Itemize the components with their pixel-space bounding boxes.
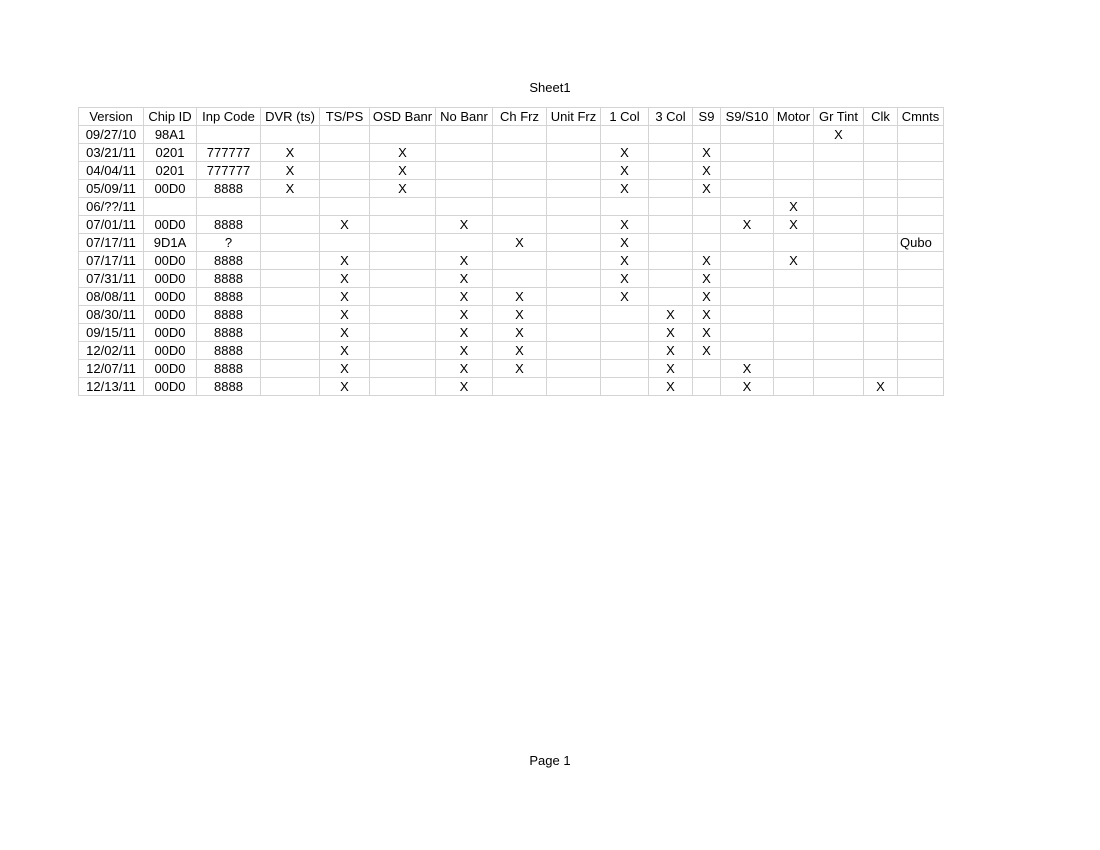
table-cell — [261, 252, 320, 270]
table-cell — [370, 324, 436, 342]
table-cell: Qubo — [898, 234, 944, 252]
table-row — [79, 144, 944, 162]
table-cell — [320, 126, 370, 144]
table-cell: X — [721, 216, 774, 234]
table-cell: 8888 — [197, 306, 261, 324]
column-header: Motor — [774, 108, 814, 126]
table-row — [79, 378, 944, 396]
table-cell: 08/08/11 — [79, 288, 144, 306]
column-header: Chip ID — [144, 108, 197, 126]
table-row — [79, 324, 944, 342]
table-cell: X — [693, 180, 721, 198]
table-cell: X — [814, 126, 864, 144]
table-cell: X — [693, 342, 721, 360]
table-cell — [721, 126, 774, 144]
table-cell — [649, 288, 693, 306]
table-cell: X — [493, 306, 547, 324]
table-cell: 05/09/11 — [79, 180, 144, 198]
table-cell — [547, 144, 601, 162]
table-cell — [261, 288, 320, 306]
table-cell: X — [601, 270, 649, 288]
table-cell: X — [320, 252, 370, 270]
table-cell: X — [261, 162, 320, 180]
table-row — [79, 162, 944, 180]
column-header: 3 Col — [649, 108, 693, 126]
table-cell — [370, 252, 436, 270]
table-cell: 09/15/11 — [79, 324, 144, 342]
column-header: Unit Frz — [547, 108, 601, 126]
table-cell: 98A1 — [144, 126, 197, 144]
table-cell — [864, 306, 898, 324]
table-cell: X — [693, 324, 721, 342]
table-cell: 07/01/11 — [79, 216, 144, 234]
table-cell — [721, 162, 774, 180]
table-cell: 00D0 — [144, 324, 197, 342]
table-cell: X — [493, 360, 547, 378]
data-table — [78, 107, 944, 396]
table-cell: X — [436, 306, 493, 324]
table-cell: X — [320, 324, 370, 342]
table-cell: 12/07/11 — [79, 360, 144, 378]
table-cell — [898, 270, 944, 288]
table-cell: ? — [197, 234, 261, 252]
table-cell: X — [261, 180, 320, 198]
table-cell: 04/04/11 — [79, 162, 144, 180]
table-cell — [547, 270, 601, 288]
table-cell — [864, 126, 898, 144]
table-cell — [261, 198, 320, 216]
table-cell — [774, 378, 814, 396]
table-cell: X — [774, 216, 814, 234]
table-row — [79, 306, 944, 324]
table-cell: X — [693, 144, 721, 162]
table-row — [79, 198, 944, 216]
table-cell — [261, 378, 320, 396]
table-cell — [898, 306, 944, 324]
table-cell: X — [774, 252, 814, 270]
table-cell: X — [370, 144, 436, 162]
table-row — [79, 342, 944, 360]
table-cell — [864, 324, 898, 342]
table-cell — [197, 126, 261, 144]
table-cell — [864, 162, 898, 180]
table-cell: X — [436, 378, 493, 396]
table-cell — [864, 342, 898, 360]
table-row — [79, 180, 944, 198]
table-cell — [493, 144, 547, 162]
table-cell: 00D0 — [144, 252, 197, 270]
table-cell: X — [436, 252, 493, 270]
table-cell — [898, 324, 944, 342]
table-cell: 777777 — [197, 144, 261, 162]
table-cell — [814, 288, 864, 306]
table-cell — [649, 180, 693, 198]
table-cell — [649, 162, 693, 180]
table-cell — [493, 126, 547, 144]
table-cell — [547, 342, 601, 360]
table-cell — [814, 270, 864, 288]
column-header: Cmnts — [898, 108, 944, 126]
table-cell: X — [693, 270, 721, 288]
table-cell: 8888 — [197, 342, 261, 360]
table-cell: X — [436, 360, 493, 378]
table-cell: 00D0 — [144, 360, 197, 378]
table-cell — [721, 234, 774, 252]
table-cell: X — [864, 378, 898, 396]
table-cell — [721, 198, 774, 216]
table-cell — [261, 360, 320, 378]
table-row — [79, 270, 944, 288]
column-header: S9/S10 — [721, 108, 774, 126]
table-cell: X — [320, 288, 370, 306]
table-cell: X — [370, 180, 436, 198]
table-cell: X — [436, 216, 493, 234]
table-cell — [721, 342, 774, 360]
table-row — [79, 288, 944, 306]
table-cell — [814, 216, 864, 234]
table-cell — [774, 234, 814, 252]
table-cell: X — [493, 234, 547, 252]
table-cell — [493, 216, 547, 234]
table-cell: X — [601, 180, 649, 198]
table-cell — [370, 342, 436, 360]
table-cell — [493, 198, 547, 216]
table-cell: X — [649, 324, 693, 342]
table-cell: 00D0 — [144, 288, 197, 306]
table-cell: 00D0 — [144, 180, 197, 198]
table-cell: X — [721, 378, 774, 396]
table-cell — [721, 288, 774, 306]
table-cell — [649, 198, 693, 216]
table-cell — [814, 252, 864, 270]
table-cell — [814, 306, 864, 324]
table-cell — [649, 144, 693, 162]
column-header: OSD Banr — [370, 108, 436, 126]
table-cell — [693, 360, 721, 378]
table-cell — [693, 234, 721, 252]
table-cell: X — [649, 378, 693, 396]
table-cell: X — [693, 252, 721, 270]
column-header: 1 Col — [601, 108, 649, 126]
table-cell — [898, 216, 944, 234]
table-cell: X — [649, 306, 693, 324]
table-cell — [898, 252, 944, 270]
table-cell — [547, 216, 601, 234]
table-cell — [774, 144, 814, 162]
table-cell — [649, 234, 693, 252]
table-cell: X — [601, 144, 649, 162]
table-cell: 08/30/11 — [79, 306, 144, 324]
table-cell — [144, 198, 197, 216]
table-cell — [436, 198, 493, 216]
table-cell — [547, 360, 601, 378]
table-cell — [774, 126, 814, 144]
table-cell: X — [649, 360, 693, 378]
table-cell: 0201 — [144, 162, 197, 180]
table-cell: 09/27/10 — [79, 126, 144, 144]
table-cell — [814, 342, 864, 360]
table-cell: 12/13/11 — [79, 378, 144, 396]
table-cell — [693, 378, 721, 396]
table-cell — [547, 252, 601, 270]
table-cell — [814, 162, 864, 180]
table-cell — [320, 234, 370, 252]
table-cell — [693, 198, 721, 216]
table-cell: X — [320, 270, 370, 288]
table-cell: X — [436, 342, 493, 360]
column-header: Gr Tint — [814, 108, 864, 126]
column-header: Inp Code — [197, 108, 261, 126]
table-cell — [436, 144, 493, 162]
table-cell — [320, 180, 370, 198]
table-cell: X — [601, 162, 649, 180]
table-cell: 07/17/11 — [79, 234, 144, 252]
table-cell: X — [436, 324, 493, 342]
table-cell: 8888 — [197, 252, 261, 270]
table-cell — [547, 180, 601, 198]
table-cell: 00D0 — [144, 378, 197, 396]
table-cell: 8888 — [197, 378, 261, 396]
table-cell — [721, 144, 774, 162]
table-cell: X — [436, 270, 493, 288]
table-cell — [814, 234, 864, 252]
table-row — [79, 252, 944, 270]
table-cell: 07/17/11 — [79, 252, 144, 270]
table-cell — [721, 180, 774, 198]
table-cell — [864, 252, 898, 270]
table-cell: X — [320, 378, 370, 396]
table-cell — [370, 270, 436, 288]
table-cell — [649, 252, 693, 270]
table-row — [79, 360, 944, 378]
table-cell: X — [320, 360, 370, 378]
table-cell — [814, 378, 864, 396]
table-row — [79, 234, 944, 252]
table-cell: 0201 — [144, 144, 197, 162]
column-header: Clk — [864, 108, 898, 126]
table-cell — [370, 234, 436, 252]
table-cell: X — [693, 288, 721, 306]
table-cell: 8888 — [197, 270, 261, 288]
table-cell — [774, 180, 814, 198]
table-cell — [493, 180, 547, 198]
table-cell — [649, 216, 693, 234]
table-cell: X — [261, 144, 320, 162]
table-cell: 8888 — [197, 288, 261, 306]
table-cell — [864, 234, 898, 252]
table-cell — [774, 306, 814, 324]
table-cell — [320, 144, 370, 162]
table-cell — [370, 378, 436, 396]
table-cell: 00D0 — [144, 342, 197, 360]
table-cell — [370, 126, 436, 144]
table-cell — [436, 234, 493, 252]
table-cell — [601, 126, 649, 144]
table-cell — [261, 126, 320, 144]
table-cell — [898, 126, 944, 144]
table-cell — [774, 324, 814, 342]
table-cell: 8888 — [197, 216, 261, 234]
table-cell — [261, 216, 320, 234]
table-cell: 8888 — [197, 180, 261, 198]
table-cell: X — [493, 288, 547, 306]
table-cell — [601, 360, 649, 378]
table-cell: X — [693, 162, 721, 180]
table-cell — [864, 216, 898, 234]
column-header: Ch Frz — [493, 108, 547, 126]
table-cell — [261, 234, 320, 252]
table-cell: 00D0 — [144, 306, 197, 324]
column-header: S9 — [693, 108, 721, 126]
table-cell — [774, 288, 814, 306]
table-cell — [601, 198, 649, 216]
table-cell: 00D0 — [144, 270, 197, 288]
column-header: DVR (ts) — [261, 108, 320, 126]
table-cell: X — [601, 234, 649, 252]
table-cell — [864, 198, 898, 216]
table-cell: 777777 — [197, 162, 261, 180]
table-cell — [601, 324, 649, 342]
table-cell — [547, 126, 601, 144]
table-cell: X — [774, 198, 814, 216]
table-cell — [547, 324, 601, 342]
table-cell — [261, 324, 320, 342]
table-cell — [814, 324, 864, 342]
table-cell: X — [493, 324, 547, 342]
table-cell — [774, 270, 814, 288]
table-cell — [370, 360, 436, 378]
table-cell — [493, 252, 547, 270]
table-cell: X — [693, 306, 721, 324]
table-cell — [601, 342, 649, 360]
table-cell — [493, 270, 547, 288]
page-footer: Page 1 — [529, 753, 571, 768]
table-cell — [898, 288, 944, 306]
table-body — [79, 126, 944, 396]
table-cell — [601, 306, 649, 324]
table-cell — [898, 342, 944, 360]
table-cell — [601, 378, 649, 396]
table-row — [79, 216, 944, 234]
table-cell — [864, 144, 898, 162]
table-cell — [864, 288, 898, 306]
table-cell — [774, 162, 814, 180]
table-cell — [693, 126, 721, 144]
table-cell: 00D0 — [144, 216, 197, 234]
table-cell — [197, 198, 261, 216]
table-cell: X — [370, 162, 436, 180]
table-cell: 12/02/11 — [79, 342, 144, 360]
table-cell: X — [320, 342, 370, 360]
table-cell — [436, 162, 493, 180]
table-cell — [547, 162, 601, 180]
table-cell — [436, 126, 493, 144]
table-cell: X — [649, 342, 693, 360]
table-cell — [721, 324, 774, 342]
table-cell — [547, 288, 601, 306]
table-cell — [898, 144, 944, 162]
table-cell — [370, 288, 436, 306]
table-cell: X — [601, 216, 649, 234]
table-cell — [898, 378, 944, 396]
table-cell: X — [601, 252, 649, 270]
table-cell — [814, 144, 864, 162]
table-cell — [261, 342, 320, 360]
table-cell — [721, 270, 774, 288]
table-cell — [898, 198, 944, 216]
table-cell — [370, 198, 436, 216]
table-cell — [320, 198, 370, 216]
table-cell: 07/31/11 — [79, 270, 144, 288]
table-cell: X — [320, 306, 370, 324]
table-cell — [547, 234, 601, 252]
table-cell — [898, 180, 944, 198]
sheet-title: Sheet1 — [529, 80, 571, 95]
table-cell — [721, 306, 774, 324]
table-cell: 06/??/11 — [79, 198, 144, 216]
table-cell — [649, 270, 693, 288]
table-cell — [649, 126, 693, 144]
table-cell — [493, 378, 547, 396]
table-cell — [320, 162, 370, 180]
table-cell — [547, 378, 601, 396]
column-header: No Banr — [436, 108, 493, 126]
table-cell — [814, 198, 864, 216]
column-header: Version — [79, 108, 144, 126]
column-header: TS/PS — [320, 108, 370, 126]
table-cell — [493, 162, 547, 180]
table-cell: 8888 — [197, 360, 261, 378]
table-cell — [864, 270, 898, 288]
table-cell — [370, 216, 436, 234]
table-cell — [721, 252, 774, 270]
table-cell — [814, 360, 864, 378]
table-cell — [898, 360, 944, 378]
table-cell — [261, 270, 320, 288]
table-cell — [774, 360, 814, 378]
table-cell — [547, 306, 601, 324]
table-cell: 03/21/11 — [79, 144, 144, 162]
table-cell — [370, 306, 436, 324]
table-cell — [864, 360, 898, 378]
table-cell: 9D1A — [144, 234, 197, 252]
table-row — [79, 126, 944, 144]
table-cell — [693, 216, 721, 234]
table-cell — [261, 306, 320, 324]
table-cell — [547, 198, 601, 216]
header-row — [79, 108, 944, 126]
table-cell: X — [493, 342, 547, 360]
table-cell: X — [601, 288, 649, 306]
table-cell — [774, 342, 814, 360]
table-cell — [436, 180, 493, 198]
table-cell: 8888 — [197, 324, 261, 342]
table-cell: X — [721, 360, 774, 378]
table-cell — [864, 180, 898, 198]
table-cell: X — [320, 216, 370, 234]
table-cell — [814, 180, 864, 198]
table-cell: X — [436, 288, 493, 306]
table-cell — [898, 162, 944, 180]
